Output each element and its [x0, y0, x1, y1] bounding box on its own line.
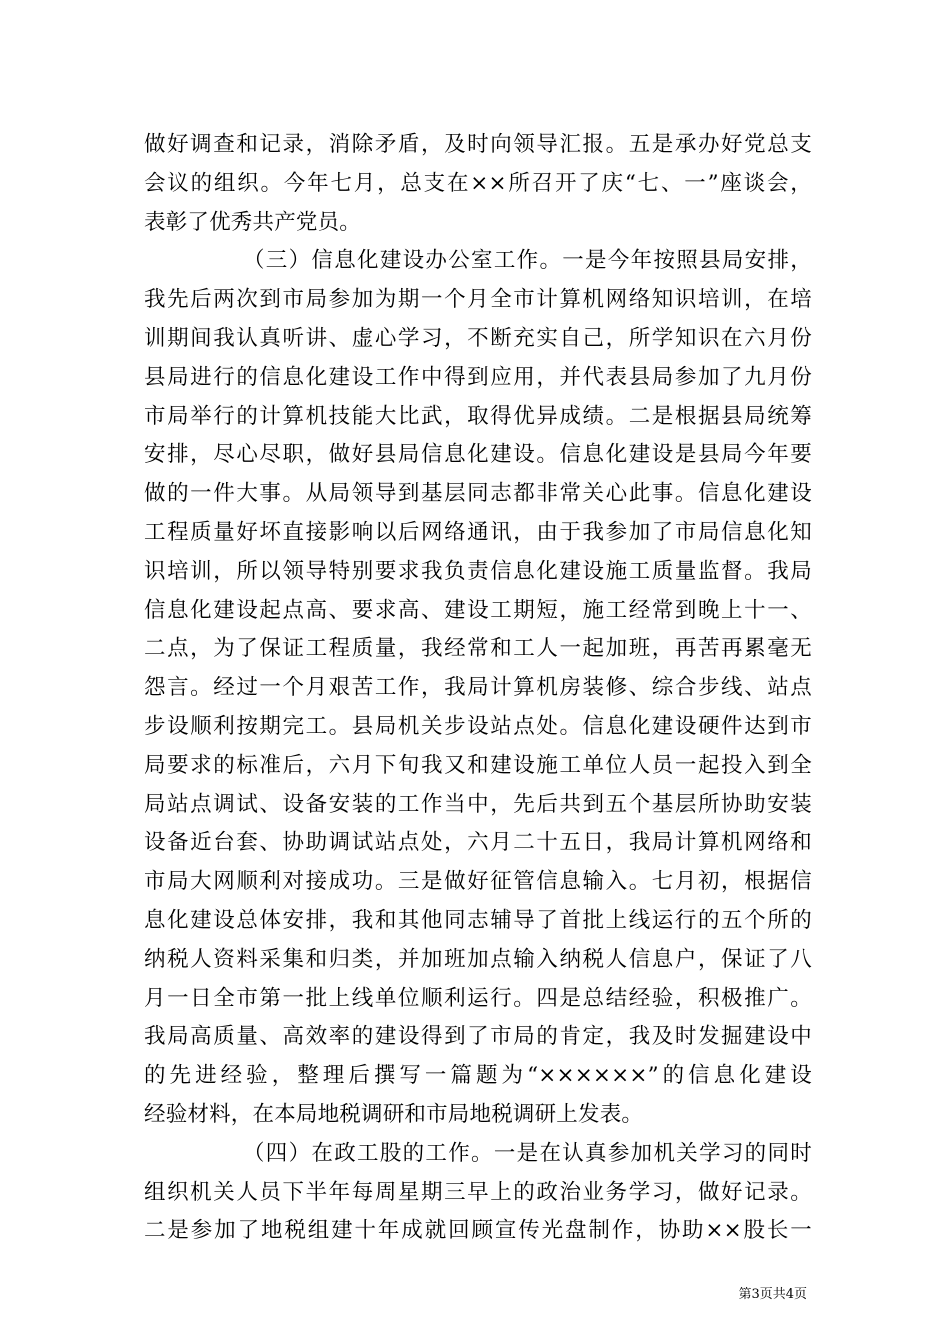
text-line: 工程质量好坏直接影响以后网络通讯，由于我参加了市局信息化知	[144, 519, 812, 545]
text-line: 会议的组织。今年七月，总支在××所召开了庆“七、一”座谈会，	[144, 170, 812, 196]
text-line: 县局进行的信息化建设工作中得到应用，并代表县局参加了九月份	[144, 364, 812, 390]
text-line: 设备近台套、协助调试站点处，六月二十五日，我局计算机网络和	[144, 830, 812, 856]
text-line: 我局高质量、高效率的建设得到了市局的肯定，我及时发掘建设中	[144, 1024, 812, 1050]
text-line: 月一日全市第一批上线单位顺利运行。四是总结经验，积极推广。	[144, 985, 812, 1011]
text-line: 二点，为了保证工程质量，我经常和工人一起加班，再苦再累毫无	[144, 636, 812, 662]
text-line: 表彰了优秀共产党员。	[144, 209, 362, 235]
text-line: 市局大网顺利对接成功。三是做好征管信息输入。七月初，根据信	[144, 869, 812, 895]
text-line: 怨言。经过一个月艰苦工作，我局计算机房装修、综合步线、站点	[144, 675, 812, 701]
text-line: 训期间我认真听讲、虚心学习，不断充实自己，所学知识在六月份	[144, 325, 812, 351]
text-line: 息化建设总体安排，我和其他同志辅导了首批上线运行的五个所的	[144, 907, 812, 933]
body-text	[144, 126, 812, 1251]
text-line: 做的一件大事。从局领导到基层同志都非常关心此事。信息化建设	[144, 481, 812, 507]
text-line: 识培训，所以领导特别要求我负责信息化建设施工质量监督。我局	[144, 558, 812, 584]
text-line: 二是参加了地税组建十年成就回顾宣传光盘制作，协助××股长一	[144, 1218, 812, 1244]
text-line: 经验材料，在本局地税调研和市局地税调研上发表。	[144, 1101, 644, 1127]
text-line: （四）在政工股的工作。一是在认真参加机关学习的同时	[243, 1140, 812, 1166]
text-line: 组织机关人员下半年每周星期三早上的政治业务学习，做好记录。	[144, 1179, 812, 1205]
text-line: 安排，尽心尽职，做好县局信息化建设。信息化建设是县局今年要	[144, 442, 812, 468]
text-line: 的先进经验，整理后撰写一篇题为“××××××”的信息化建设	[144, 1063, 812, 1089]
text-line: 市局举行的计算机技能大比武，取得优异成绩。二是根据县局统筹	[144, 403, 812, 429]
text-line: 纳税人资料采集和归类，并加班加点输入纳税人信息户，保证了八	[144, 946, 812, 972]
text-line: 信息化建设起点高、要求高、建设工期短，施工经常到晚上十一、	[144, 597, 812, 623]
text-line: 做好调查和记录，消除矛盾，及时向领导汇报。五是承办好党总支	[144, 132, 812, 157]
text-line: 我先后两次到市局参加为期一个月全市计算机网络知识培训，在培	[144, 287, 812, 313]
text-line: （三）信息化建设办公室工作。一是今年按照县局安排，	[243, 248, 812, 274]
text-line: 局站点调试、设备安装的工作当中，先后共到五个基层所协助安装	[144, 791, 812, 817]
page-footer: 第3页共4页	[738, 1287, 807, 1302]
text-line: 步设顺利按期完工。县局机关步设站点处。信息化建设硬件达到市	[144, 713, 812, 739]
text-line: 局要求的标准后，六月下旬我又和建设施工单位人员一起投入到全	[144, 752, 812, 778]
